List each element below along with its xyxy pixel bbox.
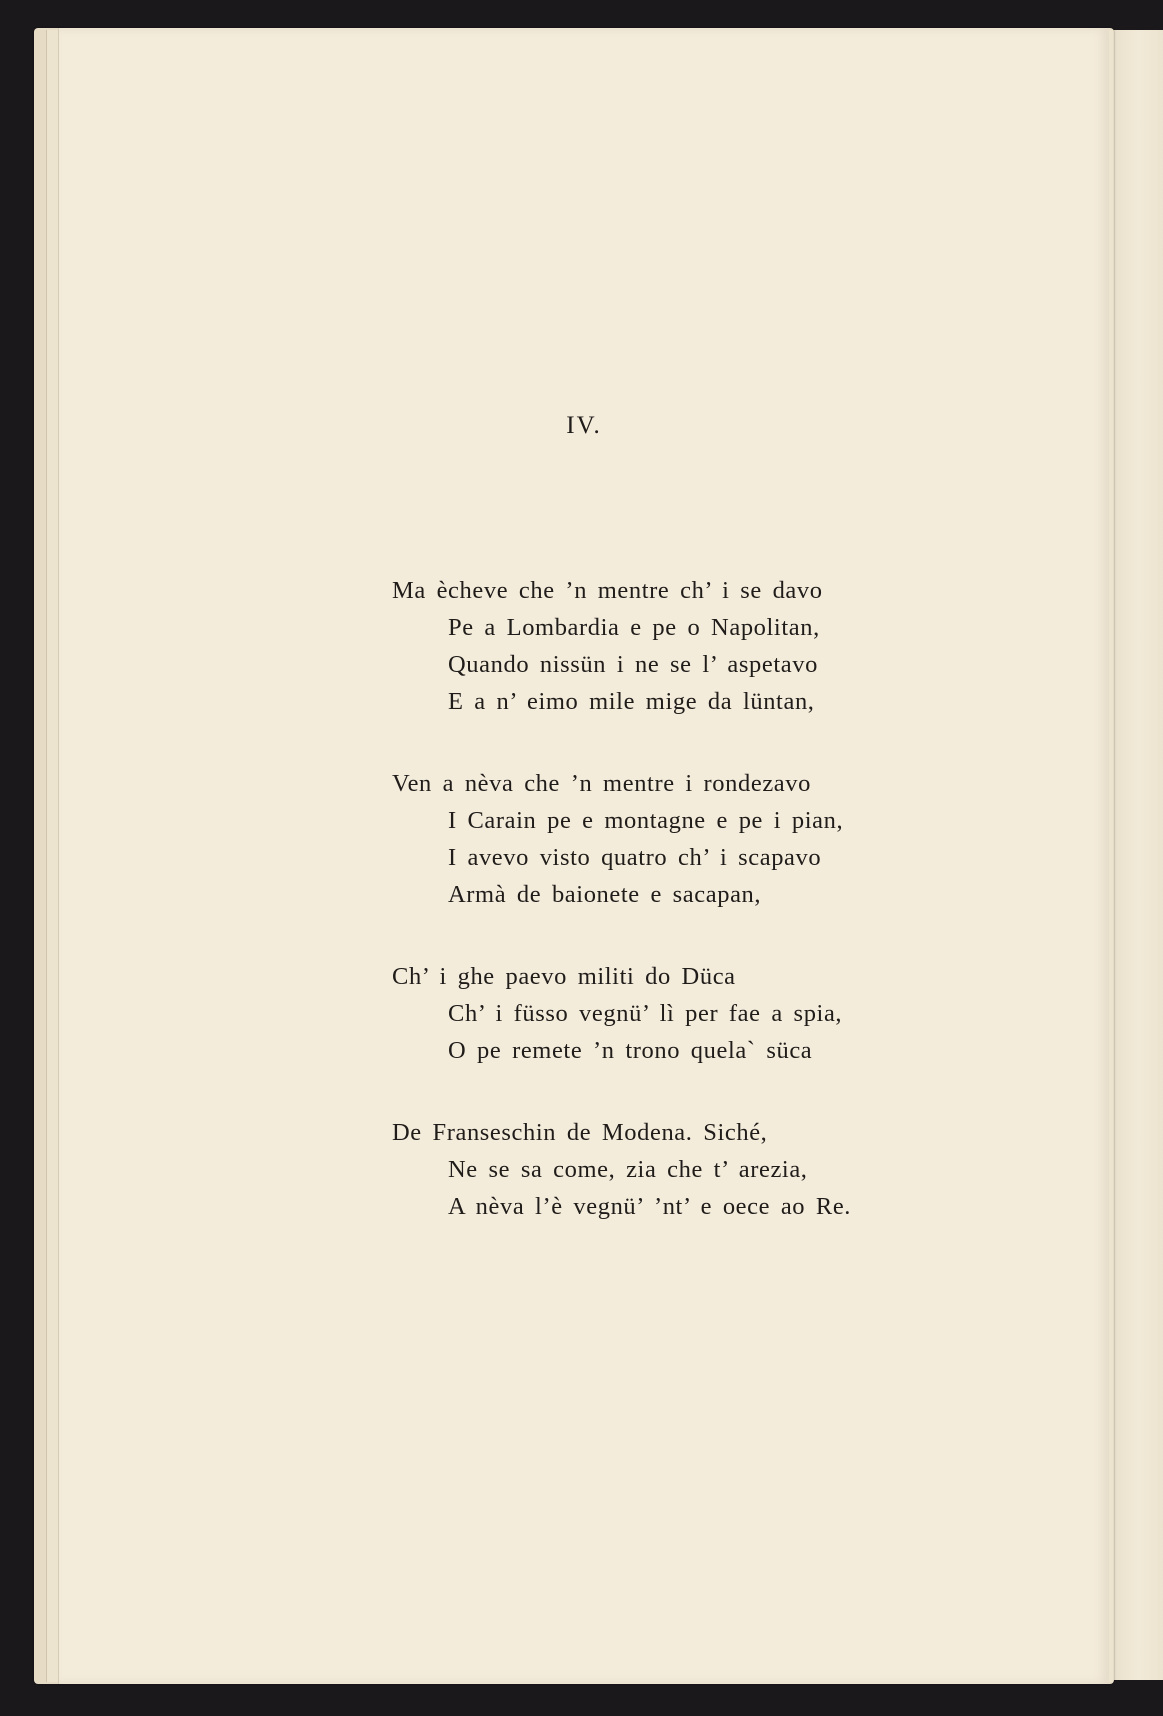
poem-line: Ven a nèva che ’n mentre i rondezavo — [392, 770, 811, 797]
book-page — [58, 28, 1109, 1684]
stanza-3 — [392, 958, 952, 1069]
poem — [392, 572, 952, 1225]
poem-line: I Carain pe e montagne e pe i pian, — [448, 807, 844, 834]
poem-line: Quando nissün i ne se l’ aspetavo — [448, 651, 818, 678]
poem-line: Ch’ i ghe paevo militi do Düca — [392, 963, 736, 990]
poem-line: Ch’ i füsso vegnü’ lì per fae a spia, — [448, 1000, 843, 1027]
section-heading: IV. — [566, 412, 602, 439]
poem-line: A nèva l’è vegnü’ ’nt’ e oece ao Re. — [448, 1193, 852, 1220]
poem-line: Ma ècheve che ’n mentre ch’ i se davo — [392, 577, 823, 604]
poem-line: Pe a Lombardia e pe o Napolitan, — [448, 614, 820, 641]
poem-line: Armà de baionete e sacapan, — [448, 881, 762, 908]
stanza-4 — [392, 1114, 952, 1225]
adjacent-page-edge — [1108, 30, 1163, 1680]
stanza-2 — [392, 765, 952, 913]
poem-line: O pe remete ’n trono quela` süca — [448, 1037, 813, 1064]
poem-line: Ne se sa come, zia che t’ arezia, — [448, 1156, 808, 1183]
poem-line: De Franseschin de Modena. Siché, — [392, 1119, 768, 1146]
poem-line: E a n’ eimo mile mige da lüntan, — [448, 688, 815, 715]
poem-line: I avevo visto quatro ch’ i scapavo — [448, 844, 822, 871]
stanza-1 — [392, 572, 952, 720]
